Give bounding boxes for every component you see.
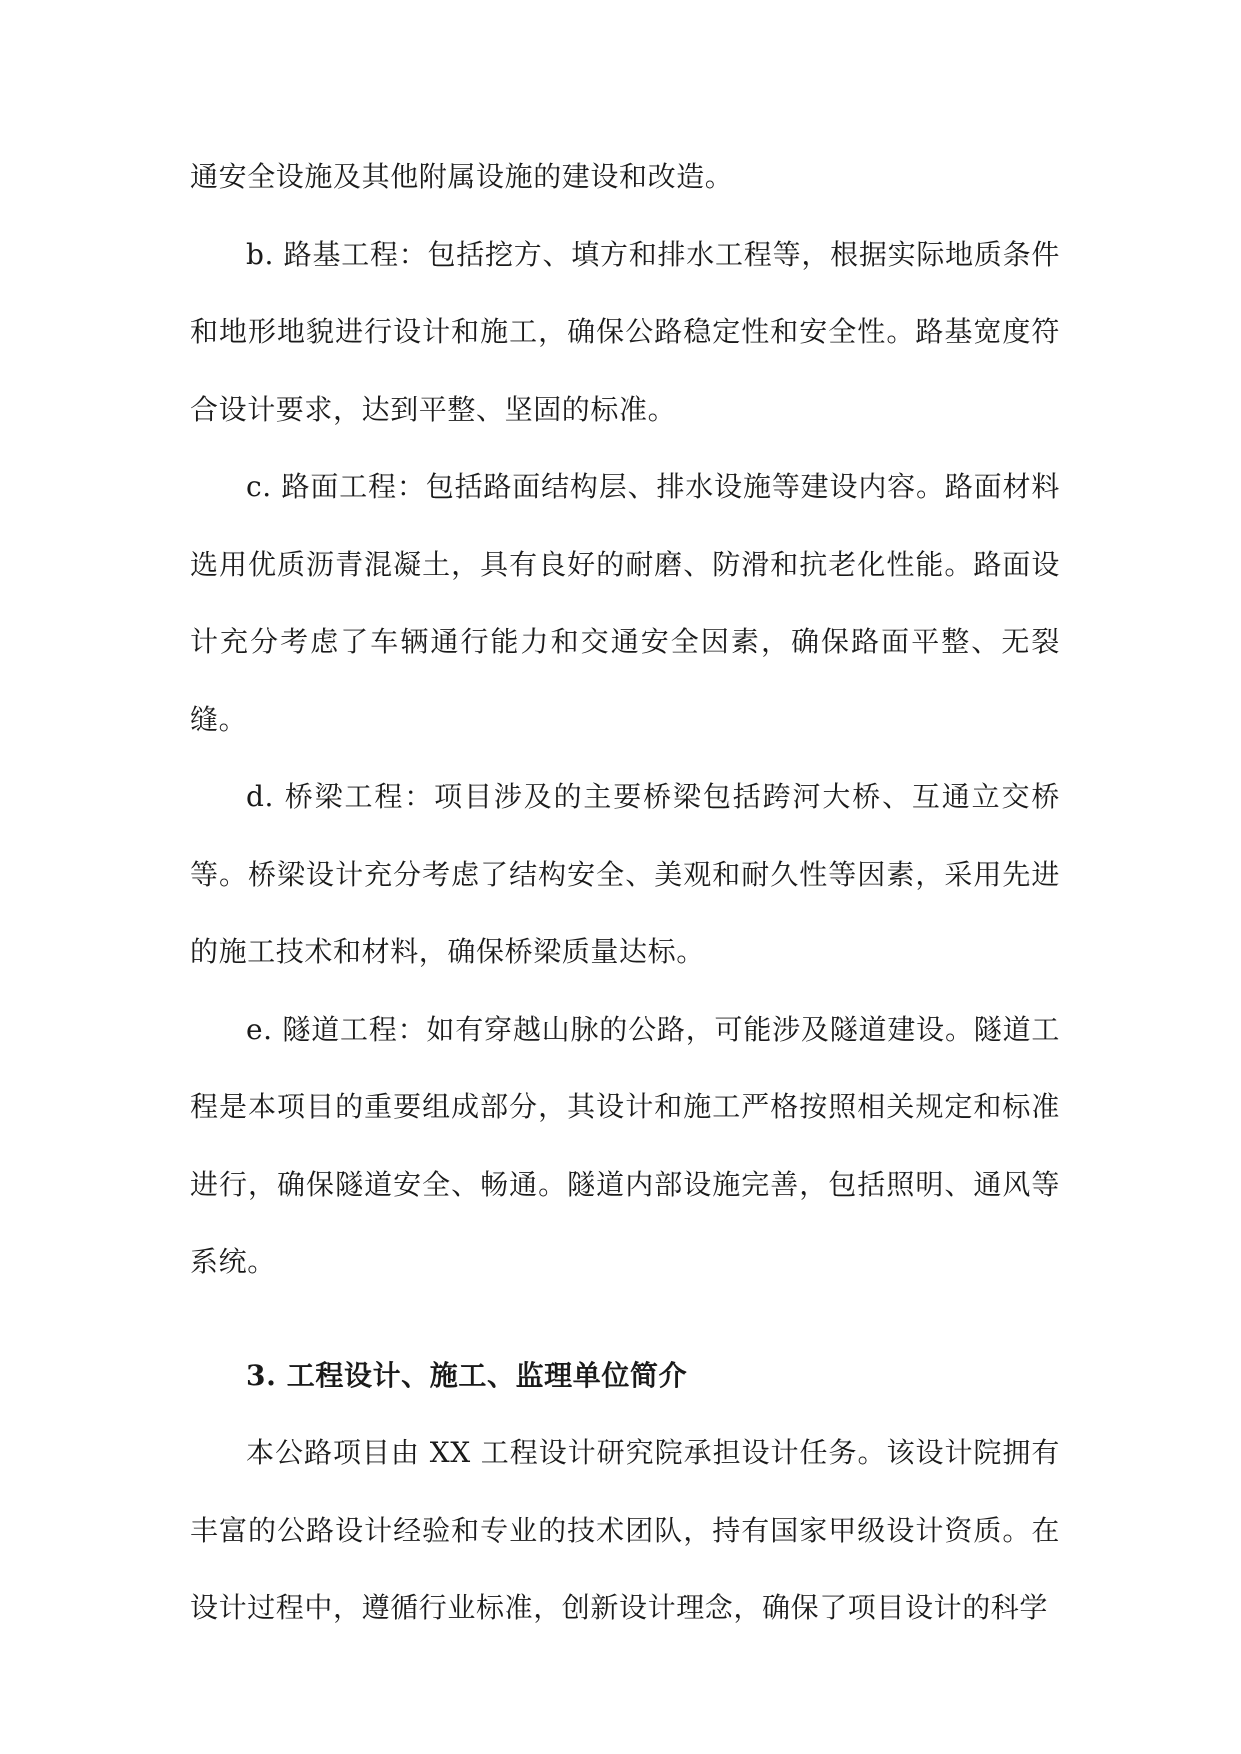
paragraph-item-e-tunnel: e. 隧道工程：如有穿越山脉的公路，可能涉及隧道建设。隧道工程是本项目的重要组成部分，其设计和施工严格按照相关规定和标准进行，确保隧道安全、畅通。隧道内部设施完善，包括照明、通风等系统。 <box>190 1012 1060 1278</box>
document-body <box>190 138 1060 1647</box>
section-heading: 3. 工程设计、施工、监理单位简介 <box>246 1358 688 1392</box>
paragraph-intro-continuation: 通安全设施及其他附属设施的建设和改造。 <box>190 160 734 193</box>
paragraph-item-c-pavement: c. 路面工程：包括路面结构层、排水设施等建设内容。路面材料选用优质沥青混凝土，具有良好的耐磨、防滑和抗老化性能。路面设计充分考虑了车辆通行能力和交通安全因素，确保路面平整、无裂缝。 <box>190 470 1060 736</box>
paragraph-item-b-subgrade: b. 路基工程：包括挖方、填方和排水工程等，根据实际地质条件和地形地貌进行设计和施工，确保公路稳定性和安全性。路基宽度符合设计要求，达到平整、坚固的标准。 <box>190 237 1060 426</box>
paragraph-item-d-bridge: d. 桥梁工程：项目涉及的主要桥梁包括跨河大桥、互通立交桥等。桥梁设计充分考虑了结构安全、美观和耐久性等因素，采用先进的施工技术和材料，确保桥梁质量达标。 <box>190 780 1060 968</box>
paragraph-section-intro: 本公路项目由 XX 工程设计研究院承担设计任务。该设计院拥有丰富的公路设计经验和专业的技术团队，持有国家甲级设计资质。在设计过程中，遵循行业标准，创新设计理念，确保了项目设计的科学 <box>190 1436 1060 1624</box>
